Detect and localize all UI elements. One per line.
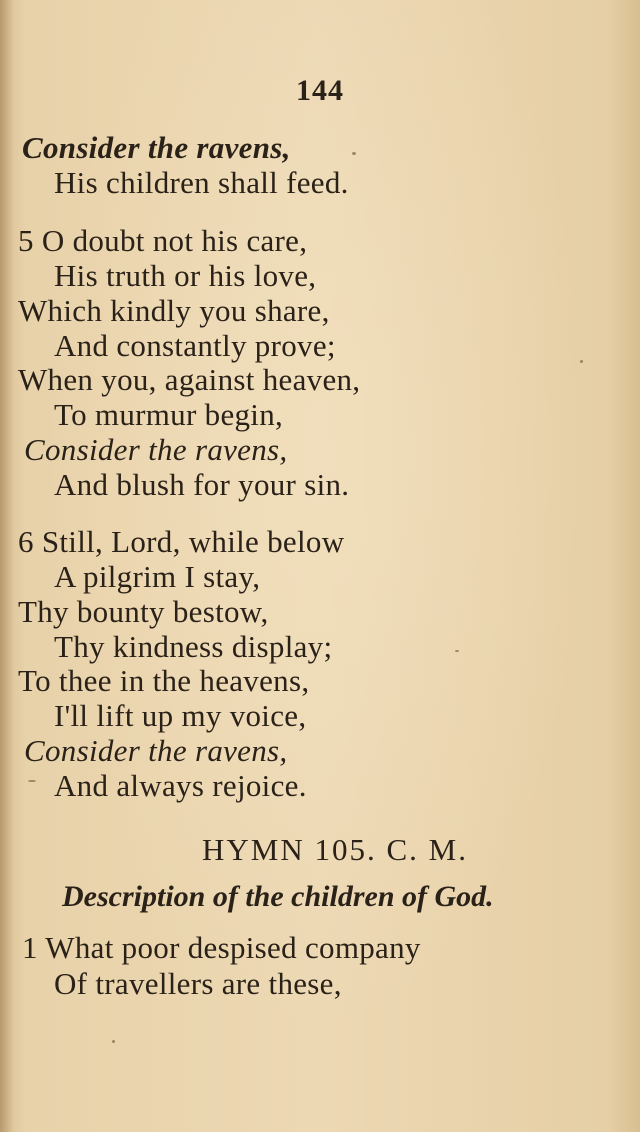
paper-speck — [455, 650, 459, 652]
verse-line: I'll lift up my voice, — [54, 698, 307, 733]
verse-line: And always rejoice. — [54, 768, 307, 803]
stanza-6-line-1: 6 Still, Lord, while below — [18, 524, 345, 559]
verse-line: His truth or his love, — [54, 258, 317, 293]
verse-line: Of travellers are these, — [54, 966, 342, 1001]
verse-line: When you, against heaven, — [18, 362, 361, 397]
verse-line: Which kindly you share, — [18, 293, 330, 328]
paper-speck — [112, 1040, 115, 1043]
verse-line: And constantly prove; — [54, 328, 336, 363]
refrain-line: Consider the ravens, — [22, 130, 291, 165]
verse-line: Thy bounty bestow, — [18, 594, 269, 629]
stanza-5-line-1: 5 O doubt not his care, — [18, 223, 308, 258]
hymn-line-1: 1 What poor despised company — [22, 930, 421, 965]
verse-line: Thy kindness display; — [54, 629, 333, 664]
paper-speck — [28, 780, 36, 782]
spine-shadow — [0, 0, 14, 1132]
hymn-subtitle: Description of the children of God. — [62, 880, 494, 913]
page-number: 144 — [296, 74, 344, 107]
hymn-heading: HYMN 105. C. M. — [202, 832, 468, 867]
verse-line: A pilgrim I stay, — [54, 559, 261, 594]
verse-line: And blush for your sin. — [54, 467, 350, 502]
verse-line: To murmur begin, — [54, 397, 284, 432]
paper-speck — [580, 360, 583, 363]
paper-speck — [352, 152, 356, 155]
refrain-line: Consider the ravens, — [24, 432, 288, 467]
refrain-line: Consider the ravens, — [24, 733, 288, 768]
verse-line: His children shall feed. — [54, 165, 349, 200]
verse-line: To thee in the heavens, — [18, 663, 310, 698]
